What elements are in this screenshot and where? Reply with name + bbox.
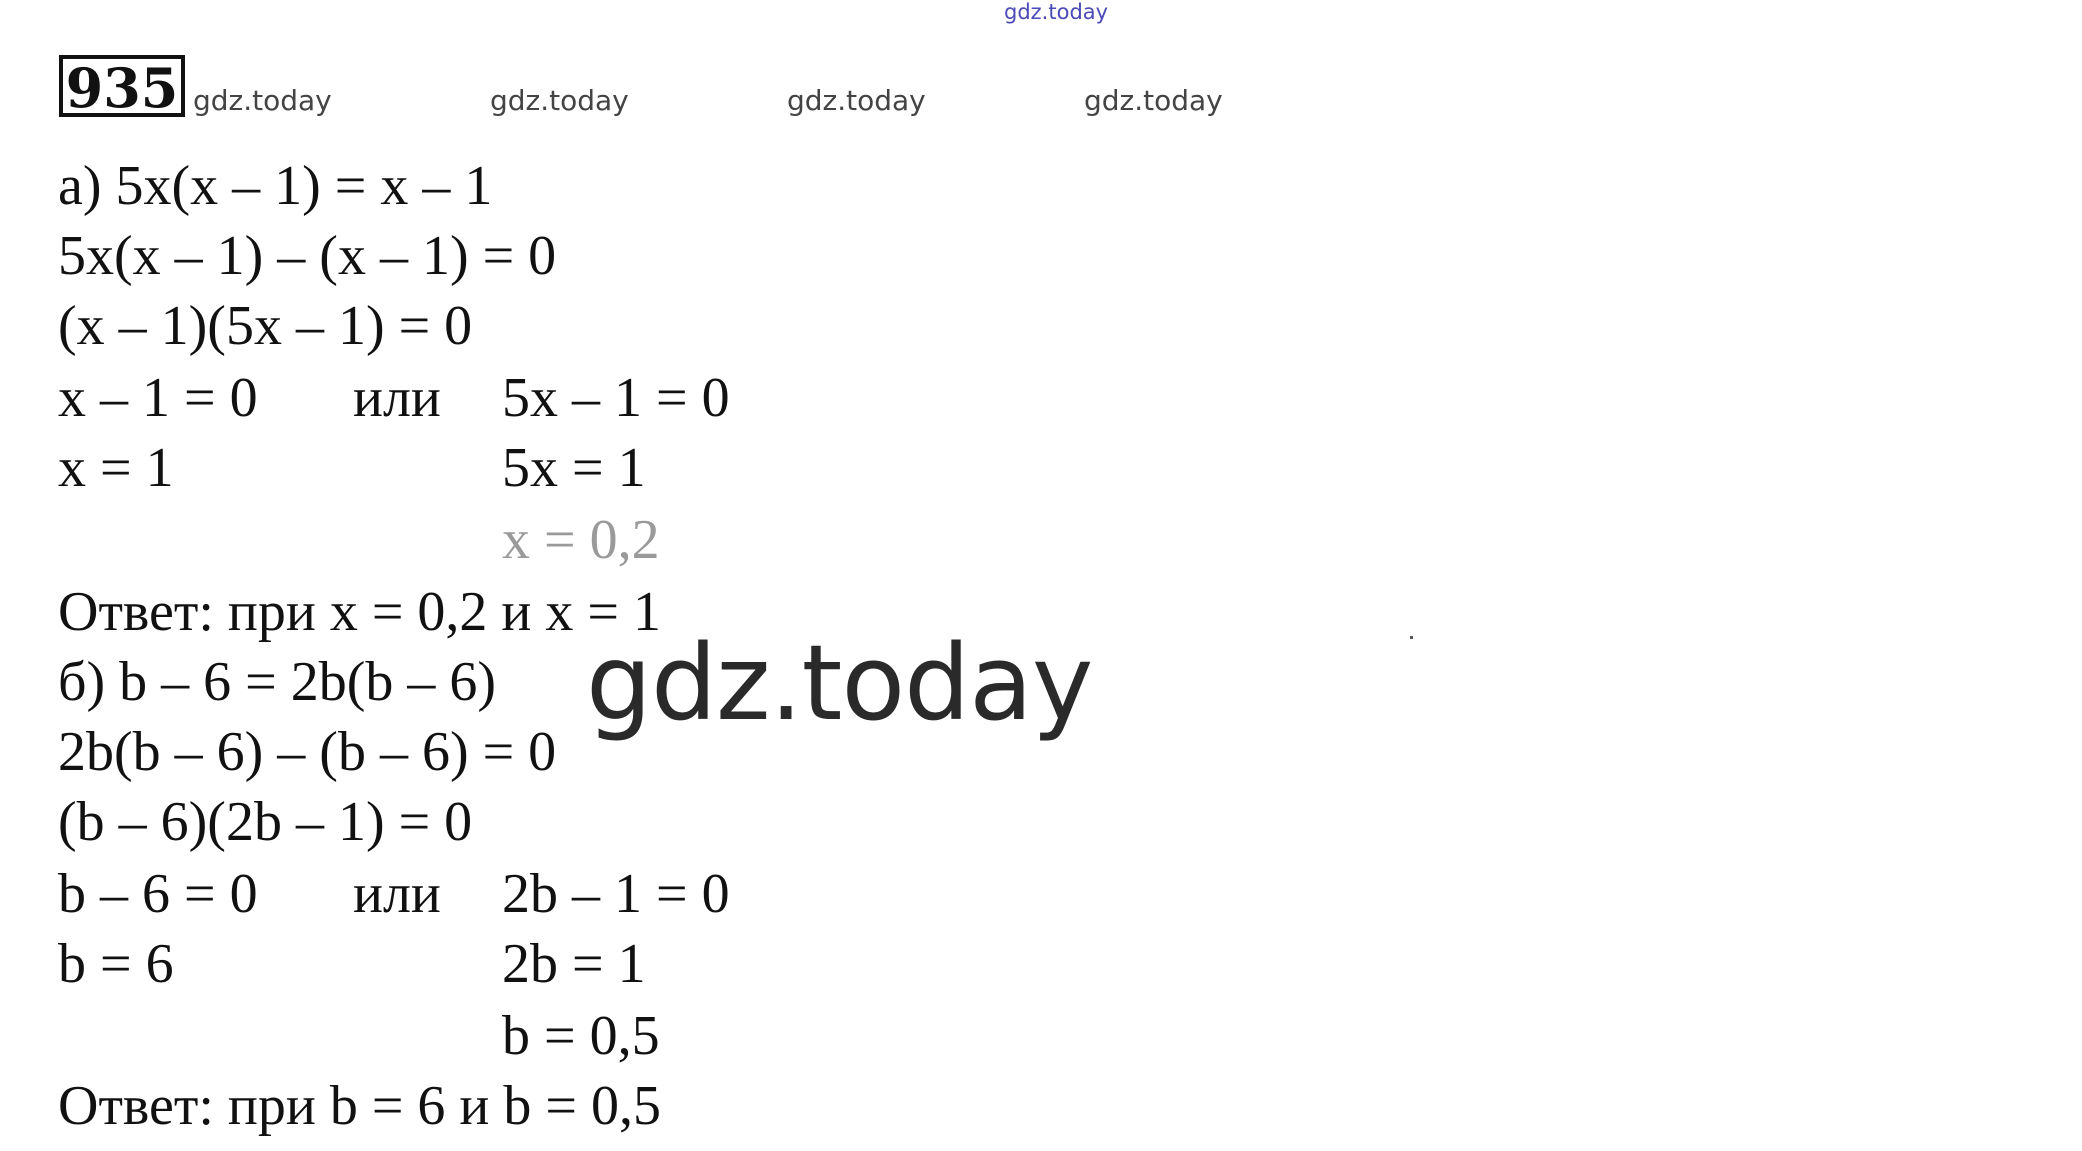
- part-a-step-1: 5x(x – 1) – (x – 1) = 0: [58, 225, 557, 287]
- part-b-or: или: [353, 863, 441, 925]
- part-a-root-1: x = 1: [58, 437, 174, 499]
- part-b-answer: Ответ: при b = 6 и b = 0,5: [58, 1075, 661, 1137]
- part-b-step-1: 2b(b – 6) – (b – 6) = 0: [58, 721, 557, 783]
- part-b-root-2: b = 0,5: [502, 1005, 660, 1067]
- part-a-equation: а) 5x(x – 1) = x – 1: [58, 155, 493, 217]
- part-a-step-right: 5x = 1: [502, 437, 646, 499]
- part-a-answer: Ответ: при x = 0,2 и x = 1: [58, 581, 661, 643]
- part-b-step-2: (b – 6)(2b – 1) = 0: [58, 791, 473, 853]
- part-a-or: или: [353, 367, 441, 429]
- stray-dot: [1410, 636, 1413, 639]
- part-a-case-right: 5x – 1 = 0: [502, 367, 730, 429]
- part-b-case-right: 2b – 1 = 0: [502, 863, 730, 925]
- watermark-top: gdz.today: [1004, 0, 1109, 24]
- part-a-case-left: x – 1 = 0: [58, 367, 258, 429]
- part-b-equation: б) b – 6 = 2b(b – 6): [58, 651, 497, 713]
- watermark-large: gdz.today: [586, 622, 1093, 744]
- watermark-row-3: gdz.today: [787, 84, 926, 117]
- part-a-root-2: x = 0,2: [502, 509, 660, 571]
- watermark-row-4: gdz.today: [1084, 84, 1223, 117]
- problem-number-box: 935: [59, 55, 185, 117]
- part-b-step-right: 2b = 1: [502, 933, 646, 995]
- part-a-step-2: (x – 1)(5x – 1) = 0: [58, 295, 473, 357]
- part-b-root-1: b = 6: [58, 933, 174, 995]
- watermark-row-1: gdz.today: [193, 84, 332, 117]
- watermark-row-2: gdz.today: [490, 84, 629, 117]
- part-b-case-left: b – 6 = 0: [58, 863, 258, 925]
